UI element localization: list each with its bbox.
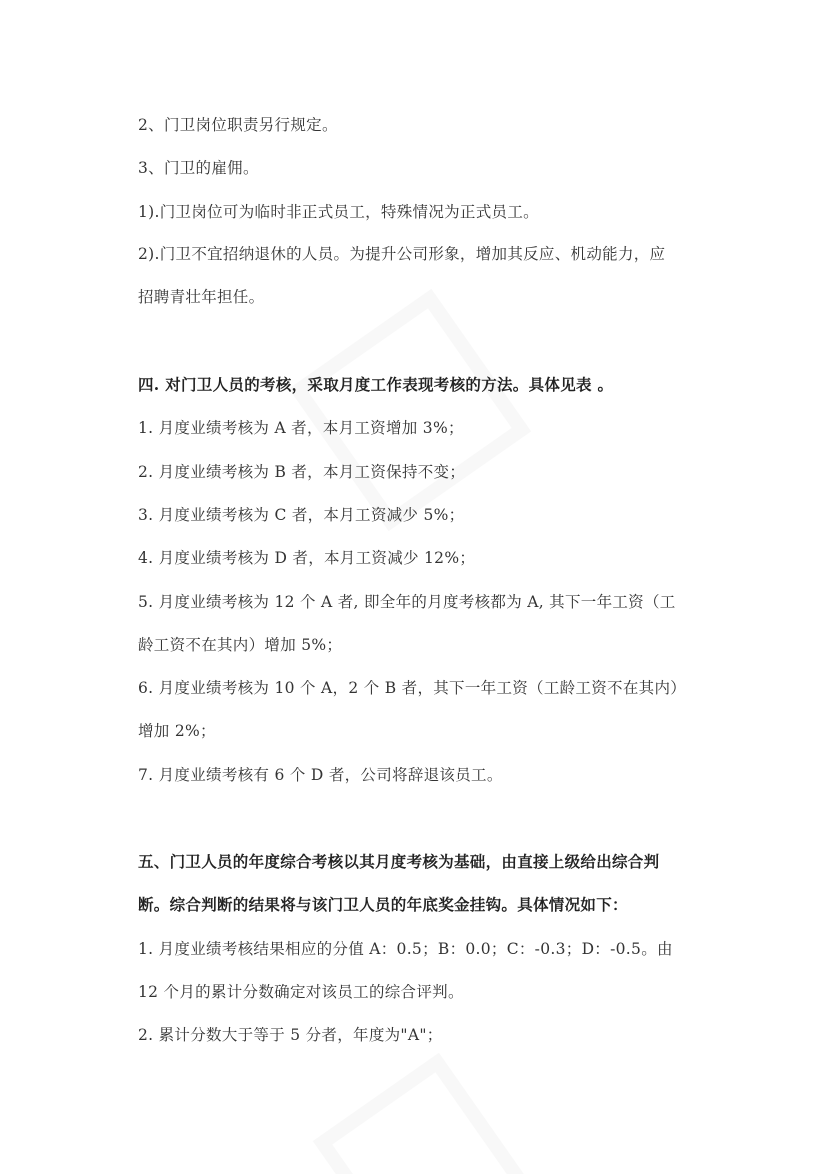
score-item-1: 1. 月度业绩考核结果相应的分值 A：0.5；B：0.0；C：-0.3；D：-0.5。由 bbox=[138, 940, 673, 958]
list-item-6-cont: 增加 2%； bbox=[138, 722, 216, 740]
section-heading-5-cont: 断。综合判断的结果将与该门卫人员的年底奖金挂钩。具体情况如下： bbox=[138, 895, 628, 914]
list-item-5: 5. 月度业绩考核为 12 个 A 者, 即全年的月度考核都为 A, 其下一年工资（工 bbox=[138, 593, 676, 611]
list-item-4: 4. 月度业绩考核为 D 者，本月工资减少 12%； bbox=[138, 549, 476, 567]
list-item-7: 7. 月度业绩考核有 6 个 D 者，公司将辞退该员工。 bbox=[138, 766, 503, 784]
paragraph-line-2: 3、门卫的雇佣。 bbox=[138, 159, 259, 177]
paragraph-line-3: 1).门卫岗位可为临时非正式员工，特殊情况为正式员工。 bbox=[138, 203, 539, 221]
paragraph-line-5: 招聘青壮年担任。 bbox=[138, 288, 265, 306]
paragraph-line-4: 2).门卫不宜招纳退休的人员。为提升公司形象，增加其反应、机动能力，应 bbox=[138, 245, 666, 263]
list-item-1: 1. 月度业绩考核为 A 者，本月工资增加 3%； bbox=[138, 419, 464, 437]
section-heading-5: 五、门卫人员的年度综合考核以其月度考核为基础，由直接上级给出综合判 bbox=[138, 852, 660, 871]
paragraph-line-1: 2、门卫岗位职责另行规定。 bbox=[138, 116, 338, 134]
score-item-2: 2. 累计分数大于等于 5 分者，年度为"A"； bbox=[138, 1026, 443, 1044]
list-item-5-cont: 龄工资不在其内）增加 5%； bbox=[138, 636, 343, 654]
list-item-2: 2. 月度业绩考核为 B 者，本月工资保持不变； bbox=[138, 463, 466, 481]
score-item-1-cont: 12 个月的累计分数确定对该员工的综合评判。 bbox=[138, 983, 464, 1001]
list-item-3: 3. 月度业绩考核为 C 者，本月工资减少 5%； bbox=[138, 506, 465, 524]
list-item-6: 6. 月度业绩考核为 10 个 A，2 个 B 者，其下一年工资（工龄工资不在其内） bbox=[138, 679, 687, 697]
section-heading-4: 四. 对门卫人员的考核，采取月度工作表现考核的方法。具体见表 。 bbox=[138, 375, 614, 394]
